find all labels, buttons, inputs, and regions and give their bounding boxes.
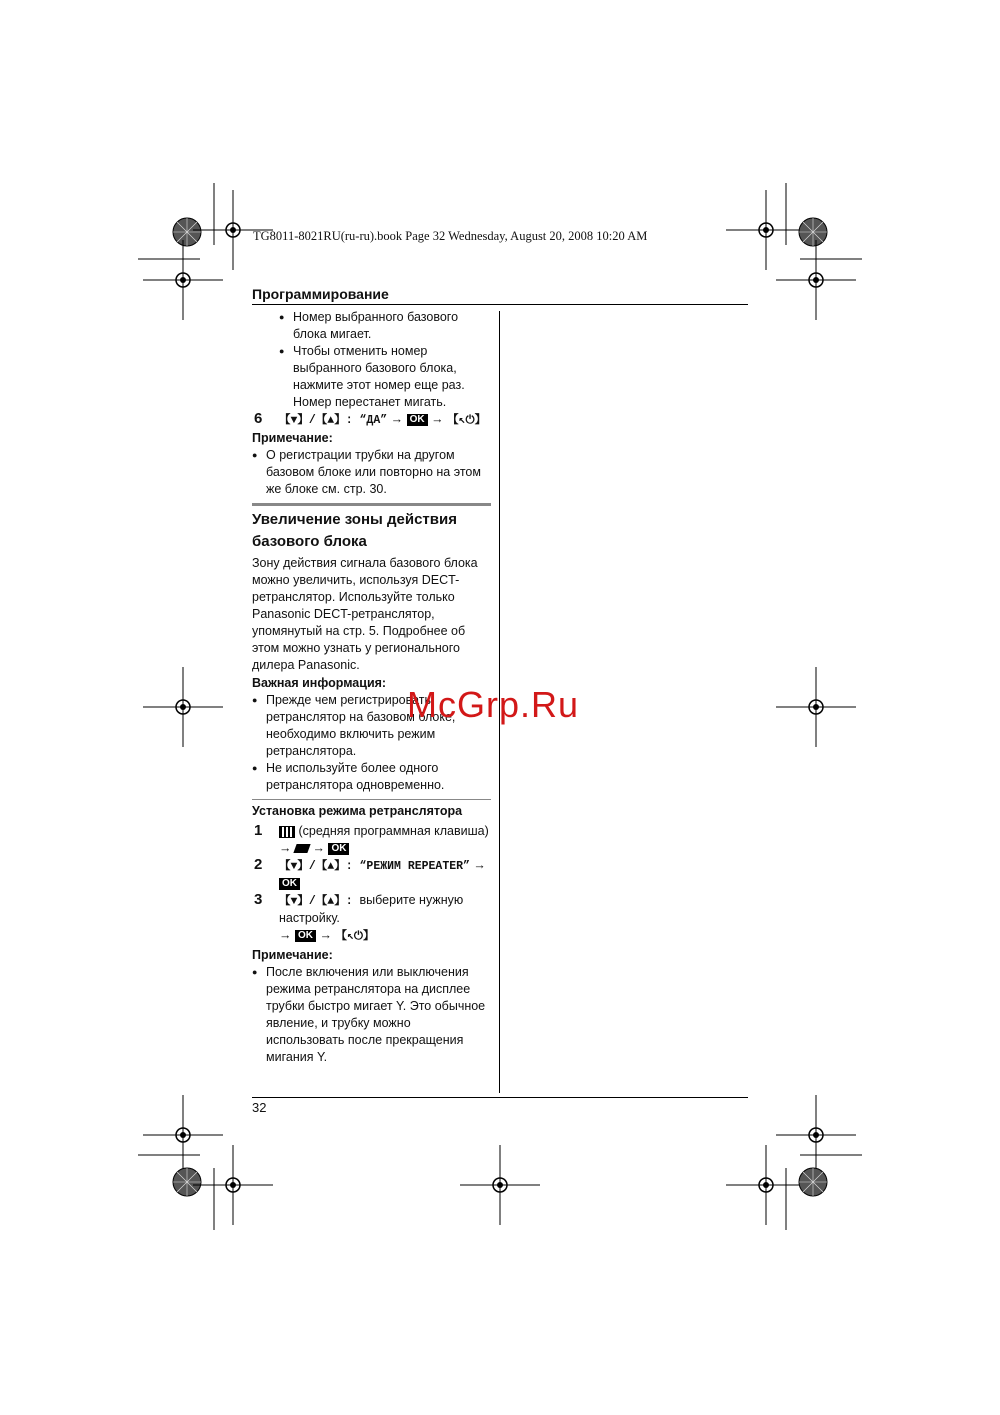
section-title-rule — [252, 304, 748, 305]
subsection-rule — [252, 799, 491, 800]
arrow: → — [431, 412, 444, 426]
important-title: Важная информация: — [252, 676, 387, 690]
note-item: ● О регистрации трубки на другом базовом блоке или повторно на этом же блоке см. стр. 30. — [252, 447, 492, 498]
bullet-item: ● Чтобы отменить номер выбранного базового блока, нажмите этот номер еще раз. Номер перестанет мигать. — [279, 343, 492, 411]
important-item: ● Прежде чем регистрировать ретранслятор на базовом блоке, необходимо включить режим ретранслятора. — [252, 692, 492, 760]
footer-rule — [252, 1097, 748, 1098]
note-item: ● После включения или выключения режима ретранслятора на дисплее трубки быстро мигает Y. Это обычное явление, и трубку можно использовать после прекращения мигания Y. — [252, 964, 492, 1066]
step-number: 6 — [254, 410, 263, 427]
section-heading: Увеличение зоны действия базового блока — [252, 511, 457, 550]
range-section — [252, 509, 492, 794]
step-3 — [252, 892, 492, 945]
step-number: 3 — [254, 891, 263, 908]
section-title: Программирование — [252, 286, 389, 302]
arrow: → — [319, 928, 332, 942]
step-6 — [252, 411, 519, 429]
step-number: 2 — [254, 856, 263, 873]
page-number: 32 — [252, 1100, 267, 1115]
off-key: 【↖⏻】 — [447, 414, 487, 427]
menu-value: “РЕЖИМ REPEATER” — [359, 860, 470, 873]
nav-keys: 【▼】/【▲】: — [279, 860, 360, 873]
ok-key: OK — [328, 843, 349, 855]
ok-key: OK — [279, 878, 300, 890]
menu-key-icon — [279, 826, 295, 838]
bullet-item: ● Номер выбранного базового блока мигает. — [279, 309, 492, 343]
repeater-mode-section — [252, 803, 492, 1066]
watermark: McGrp.Ru — [407, 684, 580, 725]
ok-key: OK — [407, 414, 428, 426]
off-key: 【↖⏻】 — [335, 930, 375, 943]
top-bullets — [252, 309, 492, 411]
step-2 — [252, 857, 492, 892]
arrow: → — [279, 841, 292, 855]
settings-icon — [293, 844, 310, 853]
subsection-heading: Установка режима ретранслятора — [252, 804, 463, 818]
section-rule-thick — [252, 503, 491, 506]
file-info-line: TG8011-8021RU(ru-ru).book Page 32 Wednesday, August 20, 2008 10:20 AM — [253, 229, 648, 243]
section-body: Зону действия сигнала базового блока можно увеличить, используя DECT-ретранслятор. Используйте только Panasonic DECT-ретранслятор, упомянутый на стр. 5. Подробнее об этом можно узнать у регионального дилера Panasonic. — [252, 556, 478, 672]
ok-key: OK — [295, 930, 316, 942]
note-title: Примечание: — [252, 948, 333, 962]
important-item: ● Не используйте более одного ретранслятора одновременно. — [252, 760, 492, 794]
nav-keys: 【▼】/【▲】: — [279, 895, 360, 908]
arrow: → — [473, 858, 486, 872]
step-1 — [252, 823, 492, 857]
step-text: (средняя программная клавиша) — [298, 824, 489, 838]
note-1 — [252, 430, 492, 498]
arrow: → — [279, 928, 292, 942]
step-number: 1 — [254, 822, 263, 839]
step-text: выберите нужную настройку. — [279, 893, 464, 925]
menu-value: “ДА” — [359, 414, 388, 427]
arrow: → — [312, 841, 325, 855]
nav-keys: 【▼】/【▲】: — [279, 414, 360, 427]
arrow: → — [390, 412, 404, 426]
note-title: Примечание: — [252, 431, 333, 445]
